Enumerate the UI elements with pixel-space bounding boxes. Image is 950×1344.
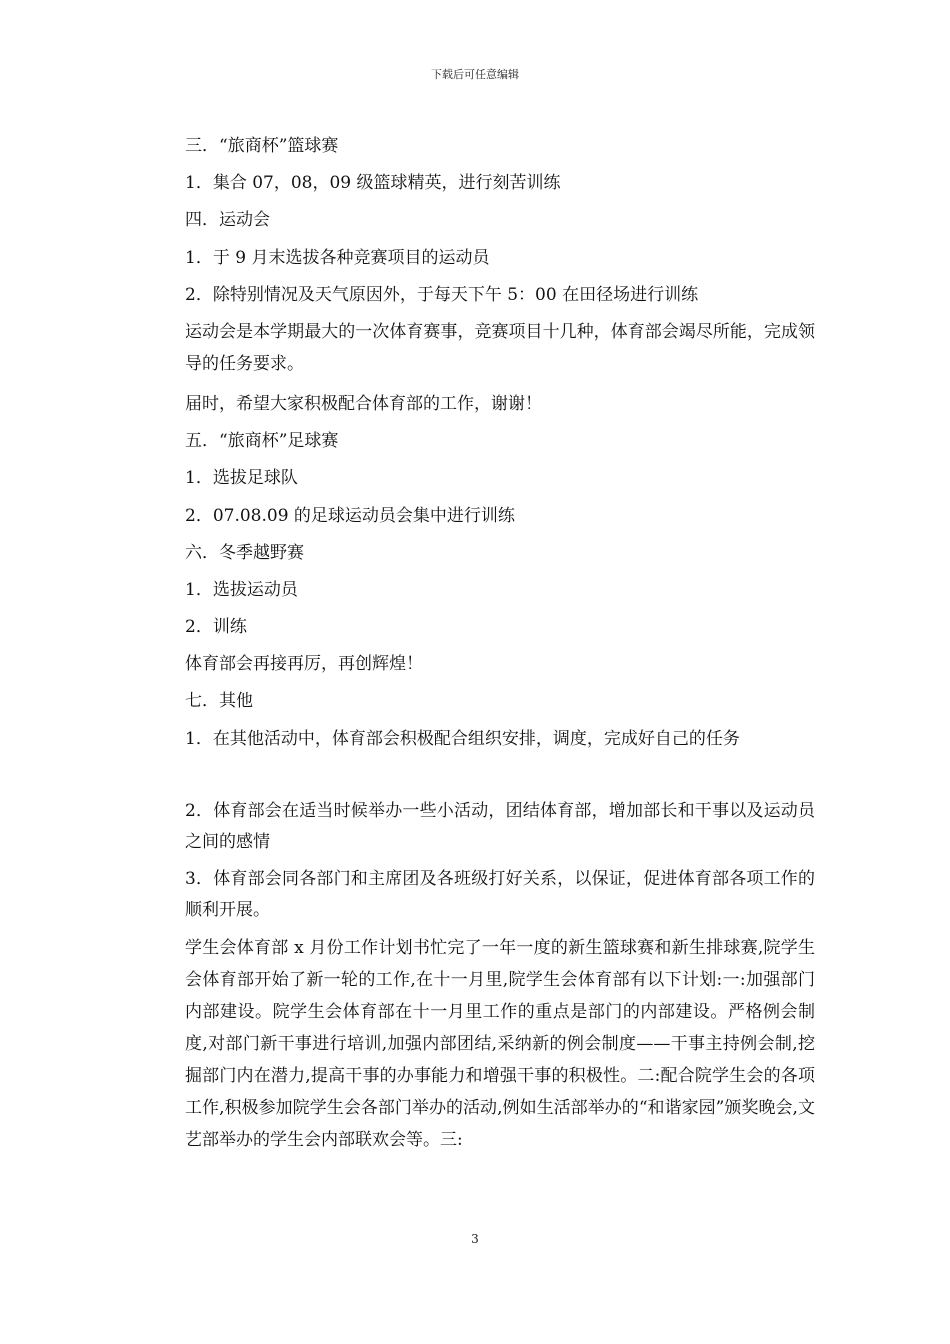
section-heading-sports-meet: 四．运动会 <box>185 210 270 231</box>
list-item: 1．选拔足球队 <box>185 468 298 489</box>
list-item: 2．体育部会在适当时候举办一些小活动，团结体育部，增加部长和干事以及运动员之间的感情 <box>185 800 815 852</box>
list-item: 1．在其他活动中，体育部会积极配合组织安排，调度，完成好自己的任务 <box>185 728 740 749</box>
page-header: 下载后可任意编辑 <box>431 68 519 81</box>
list-item: 1．集合 07，08，09 级篮球精英，进行刻苦训练 <box>185 173 561 194</box>
list-item: 2．训练 <box>185 617 247 638</box>
list-item: 1．选拔运动员 <box>185 579 298 600</box>
document-body <box>145 128 815 1162</box>
paragraph-motto: 体育部会再接再厉，再创辉煌！ <box>185 654 423 675</box>
list-item: 2．除特别情况及天气原因外，于每天下午 5：00 在田径场进行训练 <box>185 284 699 305</box>
paragraph-sports-meet: 运动会是本学期最大的一次体育赛事，竞赛项目十几种，体育部会竭尽所能，完成领导的任务要求。 <box>185 321 815 374</box>
paragraph-closing: 届时，希望大家积极配合体育部的工作，谢谢！ <box>185 393 542 414</box>
blank-line <box>145 758 815 796</box>
section-heading-cross-country: 六．冬季越野赛 <box>185 542 304 563</box>
section-heading-football: 五．“旅商杯”足球赛 <box>185 431 339 452</box>
list-item: 3．体育部会同各部门和主席团及各班级打好关系，以保证，促进体育部各项工作的顺利开展。 <box>185 868 815 920</box>
list-item: 1．于 9 月末选拔各种竞赛项目的运动员 <box>185 247 490 268</box>
list-item: 2．07.08.09 的足球运动员会集中进行训练 <box>185 505 515 526</box>
paragraph-monthly-plan: 学生会体育部 x 月份工作计划书忙完了一年一度的新生篮球赛和新生排球赛,院学生会体育部开始了新一轮的工作,在十一月里,院学生会体育部有以下计划:一:加强部门内部建设。院学生会体育部在十一月里工作的重点是部门的内部建设。严格例会制度,对部门新干事进行培训,加强内部团结,采纳新的例会制度——干事主持例会制,挖掘部门内在潜力,提高干事的办事能力和增强干事的积极性。二:配合院学生会的各项工作,积极参加院学生会各部门举办的活动,例如生活部举办的“和谐家园”颁奖晚会,文艺部举办的学生会内部联欢会等。三: <box>185 937 815 1150</box>
section-heading-basketball: 三．“旅商杯”篮球赛 <box>185 136 339 156</box>
section-heading-other: 七．其他 <box>185 691 253 712</box>
page-number: 3 <box>471 1232 479 1246</box>
